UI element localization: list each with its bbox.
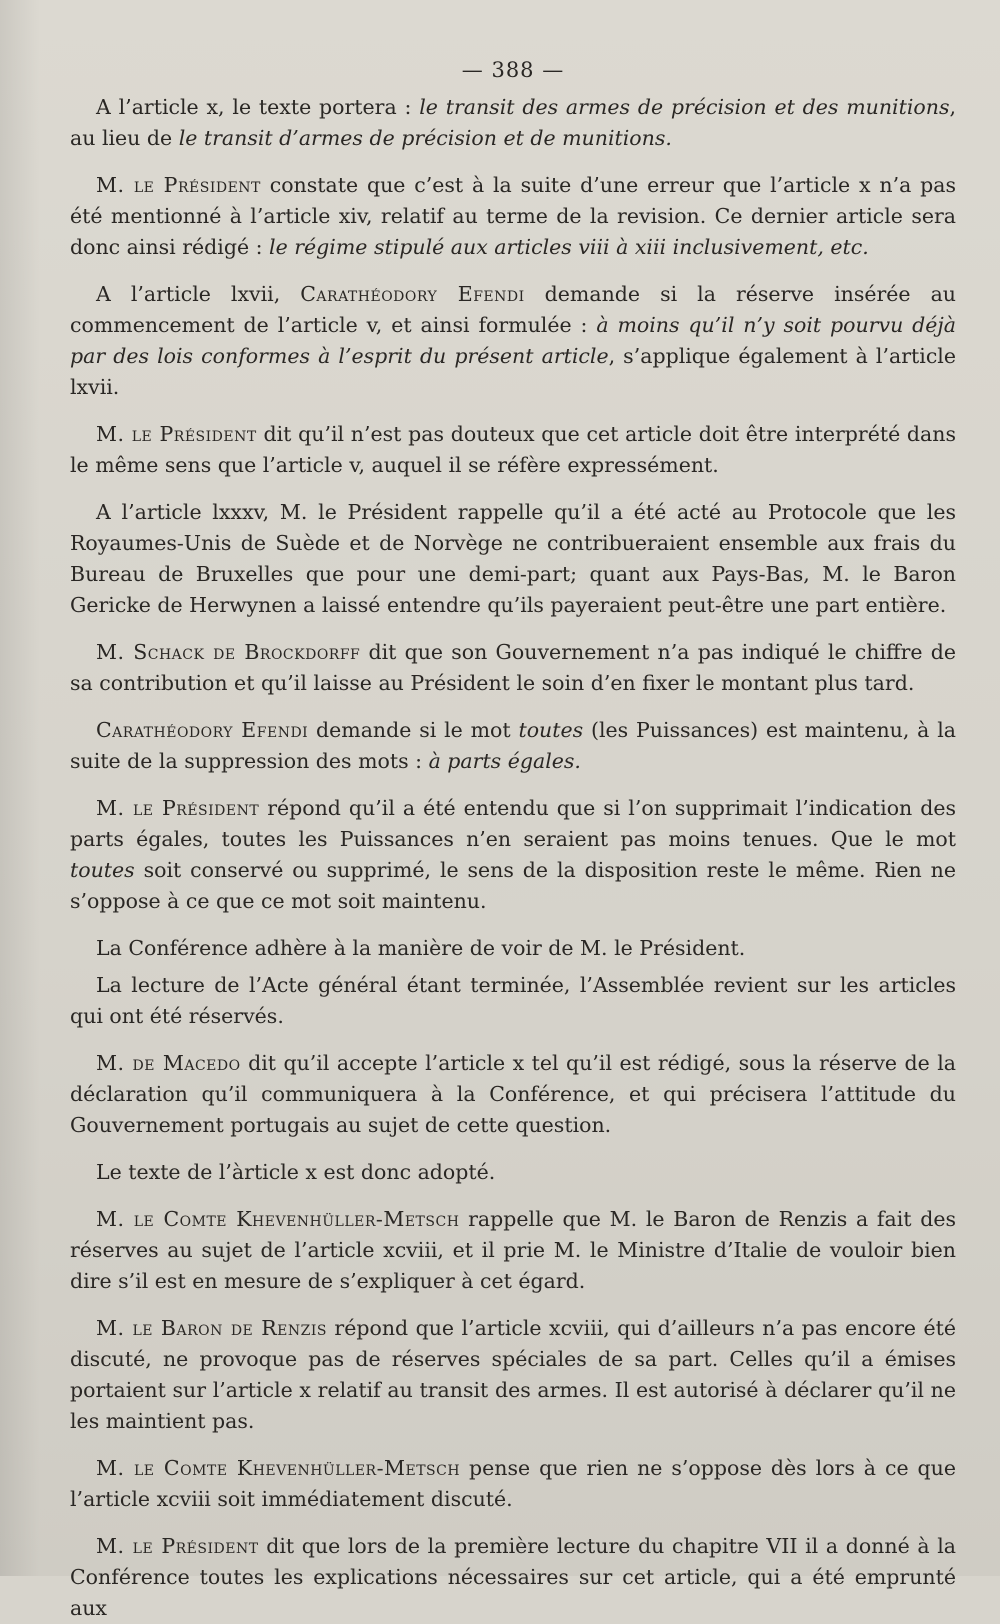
text-run: pense que rien ne s’oppose dès lors à ce que l’article xcviii soit immédiatement discuté. [70,1456,956,1511]
text-run: (les Puissances) est maintenu, à la suite de la suppression des mots : [70,718,956,773]
paragraph [70,1157,956,1188]
text-run: rappelle que M. le Baron de Renzis a fait des réserves au sujet de l’article xcviii, et il prie M. le Ministre d’Italie de vouloir bien dire s’il est en mesure de s’expliquer à cet égard. [70,1207,956,1293]
text-run: Le texte de l’àrticle x est donc adopté. [96,1160,496,1184]
speaker-name: M. le Président [96,1534,259,1558]
text-run: répond que l’article xcviii, qui d’ailleurs n’a pas encore été discuté, ne provoque pas de réserves spéciales de sa part. Celles qu’il a émises portaient sur l’article x relatif au transit des armes. Il est autorisé à déclarer qu’il ne les maintient pas. [70,1316,956,1433]
text-run: constate que c’est à la suite d’une erreur que l’article x n’a pas été mentionné à l’article xiv, relatif au terme de la revision. Ce dernier article sera donc ainsi rédigé : [70,173,957,259]
paragraph [70,170,956,263]
italic-text: le transit d’armes de précision et de munitions. [178,126,672,150]
text-run: A l’article lxxxv, M. le Président rappelle qu’il a été acté au Protocole que les Royaumes-Unis de Suède et de Norvège ne contribueraient ensemble aux frais du Bureau de Bruxelles que pour une demi-part; quant aux Pays-Bas, M. le Baron Gericke de Herwynen a laissé entendre qu’ils payeraient peut-être une part entière. [70,500,956,617]
speaker-name: Carathéodory Efendi [96,718,309,742]
text-run: répond qu’il a été entendu que si l’on supprimait l’indication des parts égales, toutes les Puissances n’en seraient pas moins tenues. Que le mot [70,796,957,851]
text-run: , au lieu de [70,95,957,150]
paragraph [70,92,956,154]
italic-text: à parts égales. [428,749,581,773]
speaker-name: M. Schack de Brockdorff [96,640,361,664]
text-run: A l’article x, le texte portera : [96,95,420,119]
italic-text: toutes [518,718,584,742]
text-run: demande si la réserve insérée au commencement de l’article v, et ainsi formulée : [70,282,956,337]
italic-text: toutes [70,858,135,882]
italic-text: à moins qu’il n’y soit pourvu déjà par des lois conformes à l’esprit du présent article [70,313,956,368]
text-run: La Conférence adhère à la manière de voir de M. le Président. [96,936,746,960]
text-run: dit que lors de la première lecture du chapitre VII il a donné à la Conférence toutes les explications nécessaires sur cet article, qui a été emprunté aux [70,1534,957,1620]
text-run: dit que son Gouvernement n’a pas indiqué le chiffre de sa contribution et qu’il laisse au Président le soin d’en fixer le montant plus tard. [70,640,957,695]
speaker-name: M. le Président [96,796,260,820]
speaker-name: M. le Comte Khevenhüller-Metsch [96,1456,461,1480]
paragraph [70,1453,956,1515]
italic-text: le régime stipulé aux articles viii à xiii inclusivement, etc. [269,235,869,259]
paragraph [70,1531,956,1624]
speaker-name: M. le Président [96,422,257,446]
text-run: soit conservé ou supprimé, le sens de la disposition reste le même. Rien ne s’oppose à ce que ce mot soit maintenu. [70,858,956,913]
paragraph [70,497,956,621]
speaker-name: Carathéodory Efendi [300,282,525,306]
paragraph [70,1204,956,1297]
paragraph [70,1313,956,1437]
italic-text: le transit des armes de précision et des munitions [419,95,950,119]
paragraph [70,419,956,481]
paragraph [70,970,956,1032]
text-run: La lecture de l’Acte général étant terminée, l’Assemblée revient sur les articles qui ont été réservés. [70,973,956,1028]
speaker-name: M. le Baron de Renzis [96,1316,327,1340]
text-run: , s’applique également à l’article lxvii. [70,344,956,399]
paragraph [70,933,956,964]
paragraph [70,279,956,403]
speaker-name: M. le Président [96,173,261,197]
text-run: A l’article lxvii, [96,282,301,306]
paragraph [70,715,956,777]
paragraph [70,793,956,917]
paragraph [70,637,956,699]
paragraph [70,1048,956,1141]
speaker-name: M. le Comte Khevenhüller-Metsch [96,1207,460,1231]
text-run: demande si le mot [308,718,519,742]
text-run: dit qu’il n’est pas douteux que cet article doit être interprété dans le même sens que l’article v, auquel il se réfère expressément. [70,422,957,477]
page-number: — 388 — [461,58,565,82]
text-run: dit qu’il accepte l’article x tel qu’il est rédigé, sous la réserve de la déclaration qu’il communiquera à la Conférence, et qui précisera l’attitude du Gouvernement portugais au sujet de cette question. [70,1051,956,1137]
speaker-name: M. de Macedo [96,1051,241,1075]
